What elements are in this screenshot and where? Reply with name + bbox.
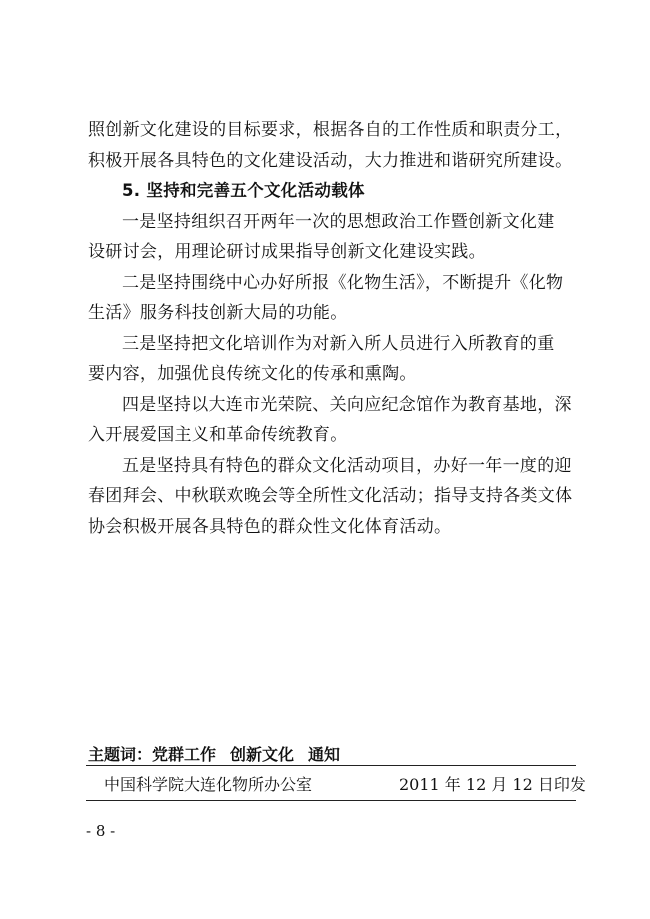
divider-top [86,765,576,766]
keyword-notice: 通知 [308,745,341,764]
paragraph-3-line-1: 三是坚持把文化培训作为对新入所人员进行入所教育的重 [122,333,555,354]
body-text [88,115,578,542]
paragraph-1-line-1: 一是坚持组织召开两年一次的思想政治工作暨创新文化建 [122,211,555,232]
divider-bottom [86,800,576,801]
page-number: - 8 - [86,822,116,840]
paragraph-5-line-2: 春团拜会、中秋联欢晚会等全所性文化活动；指导支持各类文体 [88,486,573,506]
text-line: 积极开展各具特色的文化建设活动，大力推进和谐研究所建设。 [88,150,573,171]
paragraph-5-line-1: 五是坚持具有特色的群众文化活动项目，办好一年一度的迎 [122,455,572,476]
paragraph-4-line-1: 四是坚持以大连市光荣院、关向应纪念馆作为教育基地，深 [122,394,572,415]
paragraph-2-line-1: 二是坚持围绕中心办好所报《化物生活》，不断提升《化物 [122,272,564,293]
text-line: 照创新文化建设的目标要求，根据各自的工作性质和职责分工， [88,120,573,140]
issuing-office: 中国科学院大连化物所办公室 [104,775,313,794]
section-heading: 5. 坚持和完善五个文化活动载体 [122,181,365,200]
keyword-party-work: 党群工作 [152,745,217,764]
issue-date: 2011 年 12 月 12 日印发 [399,775,586,794]
paragraph-3-line-2: 要内容，加强优良传统文化的传承和熏陶。 [88,364,417,384]
keywords-label: 主题词： [88,745,153,764]
paragraph-5-line-3: 协会积极开展各具特色的群众性文化体育活动。 [88,516,452,537]
paragraph-4-line-2: 入开展爱国主义和革命传统教育。 [88,425,348,445]
subject-keywords [88,742,354,765]
paragraph-2-line-2: 生活》服务科技创新大局的功能。 [88,303,348,323]
keyword-innovation-culture: 创新文化 [230,745,295,764]
paragraph-1-line-2: 设研讨会，用理论研讨成果指导创新文化建设实践。 [88,242,486,262]
